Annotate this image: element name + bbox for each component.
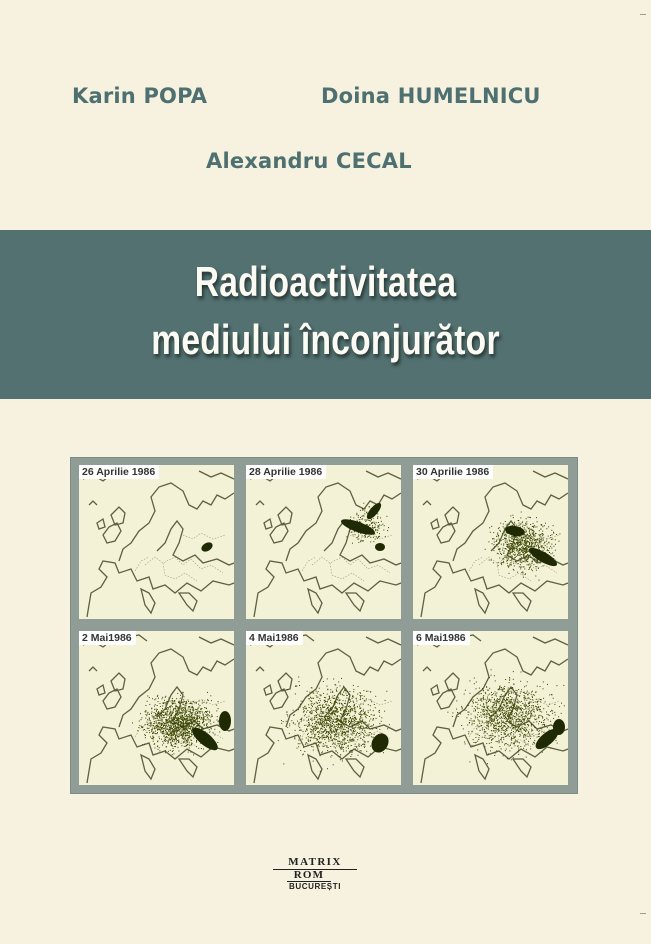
europe-map-2 [246,465,401,619]
border-line [312,557,390,573]
map-date-label: 30 Aprilie 1986 [413,465,493,479]
border-line [469,557,483,571]
coastline [254,561,401,617]
coastline [475,589,489,613]
coastline [533,471,568,479]
publisher-name-matrix: MATRIX [273,857,357,870]
book-title-line-1: Radioactivitatea [194,258,457,305]
crop-mark [640,14,646,15]
map-panel [413,631,568,785]
coastline [437,689,455,709]
coastline [89,501,97,505]
crop-mark [640,913,646,914]
fallout-plume [219,711,231,731]
map-panel [246,465,401,619]
coastline [445,507,459,525]
author-karin-popa: Karin POPA [72,84,208,108]
coastline [366,637,401,645]
publisher-city: BUCUREȘTI [288,882,342,891]
author-doina-humelnicu: Doina HUMELNICU [321,84,541,108]
map-date-label: 6 Mai1986 [413,631,470,645]
border-line [135,723,149,737]
coastline [199,471,234,479]
map-date-label: 28 Aprilie 1986 [246,465,326,479]
coastline [421,561,568,617]
coastline [346,759,364,777]
coastline [97,685,105,695]
map-date-label: 26 Aprilie 1986 [79,465,159,479]
map-panel [79,631,234,785]
coastline [278,507,292,525]
fallout-dots [447,669,564,764]
coastline [366,471,401,479]
coastline [264,519,272,529]
fallout-plume [553,719,565,735]
coastline [111,507,125,525]
coastline [270,689,288,709]
fallout-map-grid [70,457,578,794]
coastline [513,593,531,611]
publisher-logo [273,857,357,891]
map-panel [413,465,568,619]
coastline [97,519,105,529]
europe-map-6 [413,631,568,785]
coastline [256,501,264,505]
coastline [533,637,568,645]
map-date-label: 2 Mai1986 [79,631,136,645]
coastline [423,501,431,505]
coastline [87,561,234,617]
coastline [437,523,455,543]
border-line [135,557,149,571]
europe-map-1 [79,465,234,619]
coastline [264,685,272,695]
coastline [431,519,439,529]
coastline [103,689,121,709]
coastline [308,755,322,779]
border-line [163,563,197,581]
coastline [199,637,234,645]
coastline [141,589,155,613]
publisher-name-rom: ROM [287,870,331,882]
europe-map-3 [413,465,568,619]
coastline [179,593,197,611]
coastline [513,759,531,777]
coastline [157,521,234,565]
coastline [256,667,264,671]
map-panel [246,631,401,785]
coastline [423,667,431,671]
border-line [302,557,316,571]
coastline [475,755,489,779]
fallout-plume [375,543,385,551]
coastline [179,759,197,777]
book-title-line-2: mediului înconjurător [151,316,500,363]
europe-map-5 [246,631,401,785]
border-line [183,533,225,539]
map-date-label: 4 Mai1986 [246,631,303,645]
coastline [346,593,364,611]
fallout-dots [278,677,390,772]
border-line [330,563,364,581]
title-band [0,230,651,399]
coastline [445,673,459,691]
coastline [431,685,439,695]
coastline [270,523,288,543]
border-line [145,557,223,573]
coastline [308,589,322,613]
coastline [103,523,121,543]
author-alexandru-cecal: Alexandru CECAL [206,149,412,173]
coastline [111,673,125,691]
coastline [141,755,155,779]
europe-map-4 [79,631,234,785]
fallout-plume [200,541,214,554]
coastline [278,673,292,691]
coastline [87,727,234,783]
map-panel [79,465,234,619]
coastline [89,667,97,671]
